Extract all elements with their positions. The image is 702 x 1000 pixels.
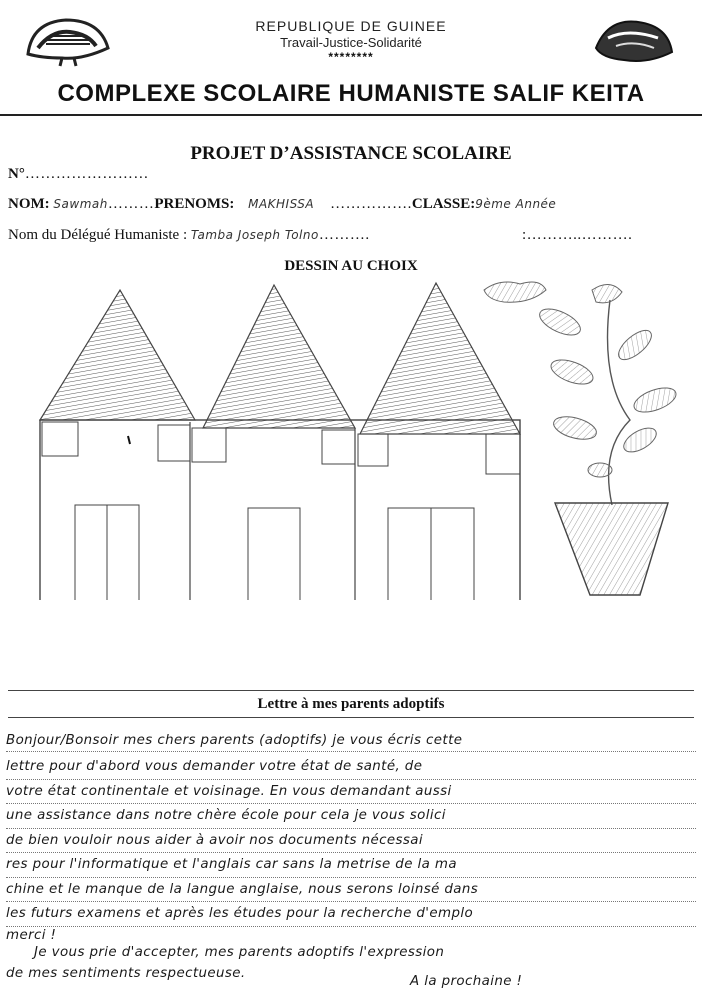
right-roof [360,283,520,434]
delegate-row [8,227,370,244]
letter-line: Bonjour/Bonsoir mes chers parents (adoptifs) je vous écris cette [6,733,463,748]
number-label: N° [8,166,25,182]
pencil-drawing [0,270,702,600]
leaf [588,463,612,477]
leaf [551,413,599,444]
extra-dots-field [522,227,632,244]
delegate-label: Nom du Délégué Humaniste : [8,227,188,243]
window [358,434,388,466]
name-row [8,196,556,213]
classe-label: CLASSE: [411,196,476,212]
window [158,425,190,461]
header-divider [0,114,702,116]
house-wall [40,420,520,600]
window [42,422,78,456]
prenoms-value: MAKHISSA [248,197,315,211]
letter-line: Je vous prie d'accepter, mes parents adoptifs l'expression [34,945,445,960]
classe-value: 9ème Année [475,197,557,211]
letter-line: votre état continentale et voisinage. En vous demandant aussi [6,784,452,799]
house-drawing [40,283,520,600]
leaf [631,383,679,417]
ruled-line [6,828,696,829]
ruled-line [6,751,696,752]
letter-line: de bien vouloir nous aider à avoir nos documents nécessai [6,833,423,848]
letter-closing: A la prochaine ! [410,974,523,989]
letter-title: Lettre à mes parents adoptifs [8,690,694,718]
ruled-line [6,901,696,902]
national-motto: Travail-Justice-Solidarité [280,35,422,50]
header-stars: ******** [328,50,374,64]
letter-line: lettre pour d'abord vous demander votre état de santé, de [6,759,423,774]
extra-dots: :………..………. [522,227,633,243]
window [486,434,520,474]
ruled-line [6,852,696,853]
drawing-title: DESSIN AU CHOIX [284,258,418,274]
letter-line: de mes sentiments respectueuse. [6,966,246,981]
door [248,508,300,600]
letter-line: merci ! [6,928,57,943]
ruled-line [6,926,696,927]
ruled-line [6,779,696,780]
ruled-line [6,803,696,804]
nom-value: Sawmah [53,197,108,211]
ruled-line [6,877,696,878]
delegate-value: Tamba Joseph Tolno [190,228,319,242]
prenoms-label: PRENOMS: [154,196,235,212]
project-title: PROJET D’ASSISTANCE SCOLAIRE [190,143,512,164]
bird [484,282,546,302]
nom-label: NOM: [8,196,50,212]
leaf [548,355,596,389]
letter-line: les futurs examens et après les études pour la recherche d'emplo [6,906,474,921]
left-roof [40,290,195,420]
number-field [8,166,149,183]
delegate-dots: ………. [318,227,370,243]
flower-pot-drawing [484,282,679,595]
window [192,428,226,462]
republic-name: REPUBLIQUE DE GUINEE [255,18,447,34]
plant-stem [608,300,631,505]
letter-line: chine et le manque de la langue anglaise, nous serons loinsé dans [6,882,479,897]
nom-dots: ……… [107,196,155,212]
leaf [536,304,584,341]
flower-pot [555,503,668,595]
letter-line: une assistance dans notre chère école pour cela je vous solici [6,808,446,823]
number-dots: …………………… [24,166,149,182]
letter-line: res pour l'informatique et l'anglais car sans la metrise de la ma [6,857,457,872]
leaf [614,325,656,365]
school-name: COMPLEXE SCOLAIRE HUMANISTE SALIF KEITA [57,80,645,107]
prenoms-dots: ……………. [330,196,412,212]
middle-roof [203,285,355,428]
leaf [620,423,660,457]
window [322,430,355,464]
